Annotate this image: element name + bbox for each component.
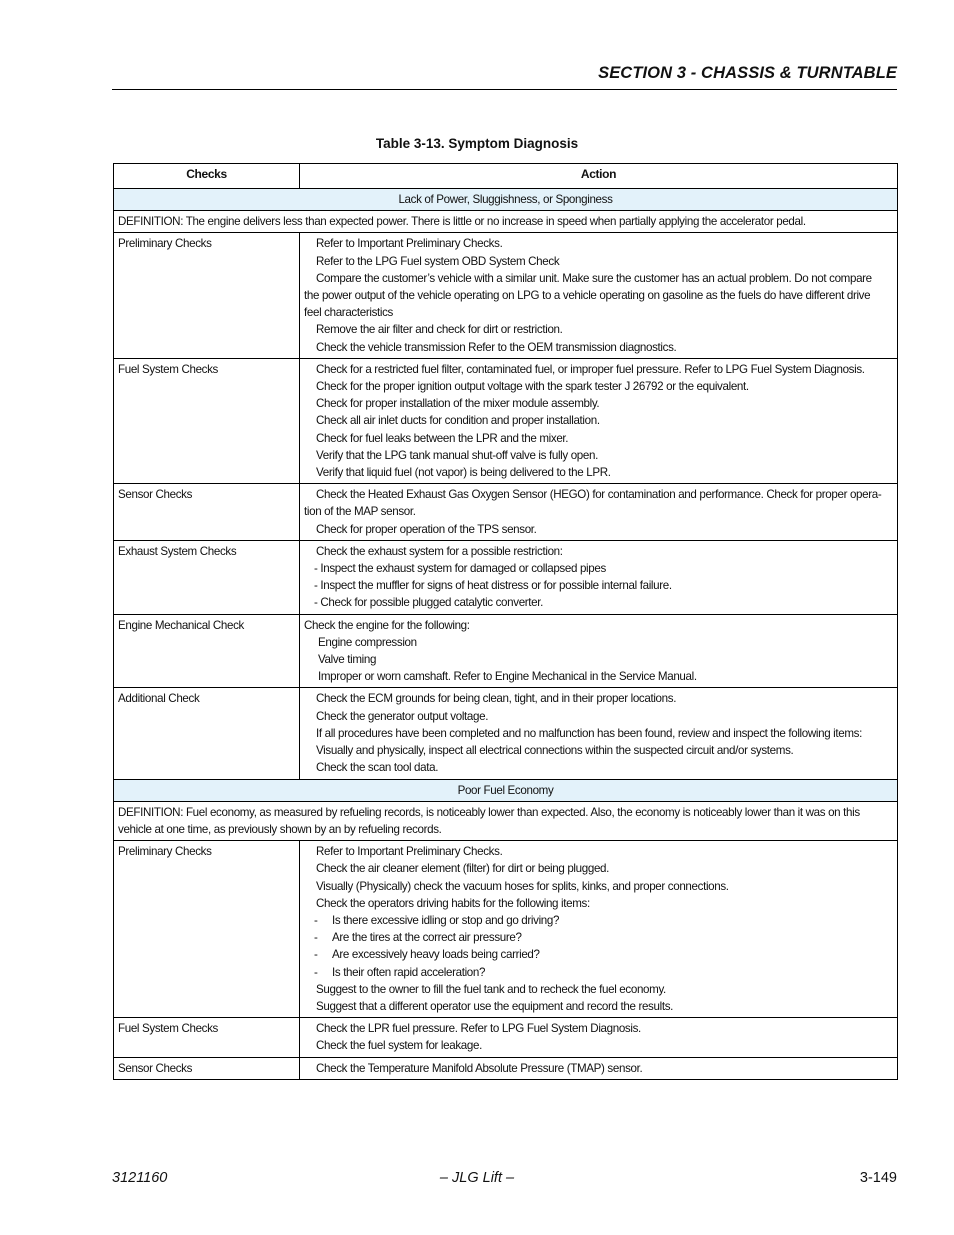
section-band-lack-of-power	[114, 189, 898, 211]
action-cell	[300, 540, 898, 614]
footer-center: – JLG Lift –	[439, 1170, 515, 1186]
symptom-diagnosis-table	[113, 163, 898, 1080]
col-header-action: Action	[300, 164, 898, 189]
action-line: Remove the air filter and check for dirt or restriction.	[316, 323, 563, 337]
bullet-item	[304, 912, 893, 929]
table-row	[114, 1057, 898, 1079]
action-cell	[300, 614, 898, 688]
bullet-text: Is there excessive idling or stop and go driving?	[332, 913, 560, 927]
check-label: Preliminary Checks	[114, 841, 300, 1018]
bullet-text: Is their often rapid acceleration?	[332, 965, 486, 979]
action-line: Check for the proper ignition output voltage with the spark tester J 26792 or the equivalent.	[316, 380, 749, 394]
dash-marker: -	[314, 965, 318, 979]
table-caption: Table 3-13. Symptom Diagnosis	[375, 136, 579, 151]
action-line: Compare the customer’s vehicle with a similar unit. Make sure the customer has an actual problem. Do not compare	[316, 271, 872, 285]
action-line: Check the fuel system for leakage.	[316, 1039, 482, 1053]
action-line: Suggest that a different operator use the equipment and record the results.	[316, 999, 674, 1013]
action-line: - Check for possible plugged catalytic converter.	[314, 596, 544, 610]
action-line: Check the scan tool data.	[316, 761, 439, 775]
action-line: Check the vehicle transmission Refer to the OEM transmission diagnostics.	[316, 340, 677, 354]
table-row	[114, 484, 898, 541]
action-line: Check the air cleaner element (filter) for dirt or being plugged.	[316, 862, 610, 876]
dash-marker: -	[314, 913, 318, 927]
section-band-poor-fuel-economy	[114, 779, 898, 801]
header-rule	[112, 89, 897, 90]
definition-text: DEFINITION: Fuel economy, as measured by refueling records, is noticeably lower than expected. Also, the economy is noticeably lower than it was on this vehicle at one time, as previously shown by an by refueling records.	[114, 801, 898, 840]
table-row	[114, 841, 898, 1018]
bullet-item	[304, 964, 893, 981]
action-line: Valve timing	[318, 653, 377, 667]
action-cell	[300, 1018, 898, 1057]
table-row	[114, 358, 898, 483]
check-label: Fuel System Checks	[114, 358, 300, 483]
table-row	[114, 688, 898, 779]
action-line: Verify that the LPG tank manual shut-off valve is fully open.	[316, 448, 598, 462]
action-line: feel characteristics	[304, 306, 394, 320]
action-line: Suggest to the owner to fill the fuel tank and to recheck the fuel economy.	[316, 982, 666, 996]
check-label: Engine Mechanical Check	[114, 614, 300, 688]
check-label: Sensor Checks	[114, 1057, 300, 1079]
check-label: Preliminary Checks	[114, 233, 300, 358]
definition-row	[114, 211, 898, 233]
section-header: SECTION 3 - CHASSIS & TURNTABLE	[598, 64, 897, 82]
action-line: Improper or worn camshaft. Refer to Engine Mechanical in the Service Manual.	[318, 670, 697, 684]
check-label: Sensor Checks	[114, 484, 300, 541]
action-line: Check for fuel leaks between the LPR and the mixer.	[316, 431, 569, 445]
action-line: Check for a restricted fuel filter, contaminated fuel, or improper fuel pressure. Refer to LPG Fuel System Diagnosis.	[316, 362, 865, 376]
table-header-row	[114, 164, 898, 189]
bullet-item	[304, 929, 893, 946]
table-row	[114, 614, 898, 688]
table-row	[114, 1018, 898, 1057]
action-line: Check all air inlet ducts for condition and proper installation.	[316, 414, 600, 428]
action-cell	[300, 688, 898, 779]
bullet-text: Are excessively heavy loads being carried?	[332, 948, 540, 962]
action-line: Check the Heated Exhaust Gas Oxygen Sensor (HEGO) for contamination and performance. Check for proper opera-	[316, 488, 882, 502]
action-cell	[300, 1057, 898, 1079]
action-line: Check the Temperature Manifold Absolute Pressure (TMAP) sensor.	[316, 1061, 643, 1075]
action-line: Check the engine for the following:	[304, 618, 470, 632]
check-label: Additional Check	[114, 688, 300, 779]
action-line: Verify that liquid fuel (not vapor) is being delivered to the LPR.	[316, 466, 611, 480]
bullet-text: Are the tires at the correct air pressure?	[332, 931, 522, 945]
action-line: Visually and physically, inspect all electrical connections within the suspected circuit and/or systems.	[316, 744, 794, 758]
bullet-item	[304, 946, 893, 963]
band-label: Poor Fuel Economy	[114, 779, 898, 801]
band-label: Lack of Power, Sluggishness, or Sponginess	[114, 189, 898, 211]
action-line: tion of the MAP sensor.	[304, 505, 416, 519]
check-label: Fuel System Checks	[114, 1018, 300, 1057]
action-line: If all procedures have been completed and no malfunction has been found, review and inspect the following items:	[316, 726, 863, 740]
col-header-checks: Checks	[114, 164, 300, 189]
action-line: Check for proper operation of the TPS sensor.	[316, 522, 537, 536]
action-line: Refer to Important Preliminary Checks.	[316, 237, 503, 251]
dash-marker: -	[314, 948, 318, 962]
action-line: Check for proper installation of the mixer module assembly.	[316, 397, 600, 411]
footer-doc-number: 3121160	[112, 1170, 168, 1186]
action-line: Refer to the LPG Fuel system OBD System Check	[316, 254, 560, 268]
action-line: - Inspect the muffler for signs of heat distress or for possible internal failure.	[314, 579, 672, 593]
action-line: Check the generator output voltage.	[316, 709, 489, 723]
action-line: Check the operators driving habits for the following items:	[316, 896, 590, 910]
definition-text: DEFINITION: The engine delivers less than expected power. There is little or no increase in speed when partially applying the accelerator pedal.	[114, 211, 898, 233]
action-line: the power output of the vehicle operating on LPG to a vehicle operating on gasoline as the fuels do have different drive	[304, 289, 871, 303]
action-line: Visually (Physically) check the vacuum hoses for splits, kinks, and proper connections.	[316, 879, 729, 893]
table-row	[114, 233, 898, 358]
action-line: Engine compression	[318, 635, 417, 649]
action-line: Refer to Important Preliminary Checks.	[316, 845, 503, 859]
action-cell	[300, 484, 898, 541]
action-cell	[300, 358, 898, 483]
action-cell	[300, 233, 898, 358]
table-row	[114, 540, 898, 614]
action-line: Check the ECM grounds for being clean, tight, and in their proper locations.	[316, 692, 677, 706]
action-line: - Inspect the exhaust system for damaged or collapsed pipes	[314, 562, 606, 576]
action-line: Check the exhaust system for a possible restriction:	[316, 544, 563, 558]
action-cell	[300, 841, 898, 1018]
definition-row	[114, 801, 898, 840]
dash-marker: -	[314, 931, 318, 945]
footer-page-number: 3-149	[859, 1170, 897, 1186]
check-label: Exhaust System Checks	[114, 540, 300, 614]
action-line: Check the LPR fuel pressure. Refer to LPG Fuel System Diagnosis.	[316, 1022, 641, 1036]
